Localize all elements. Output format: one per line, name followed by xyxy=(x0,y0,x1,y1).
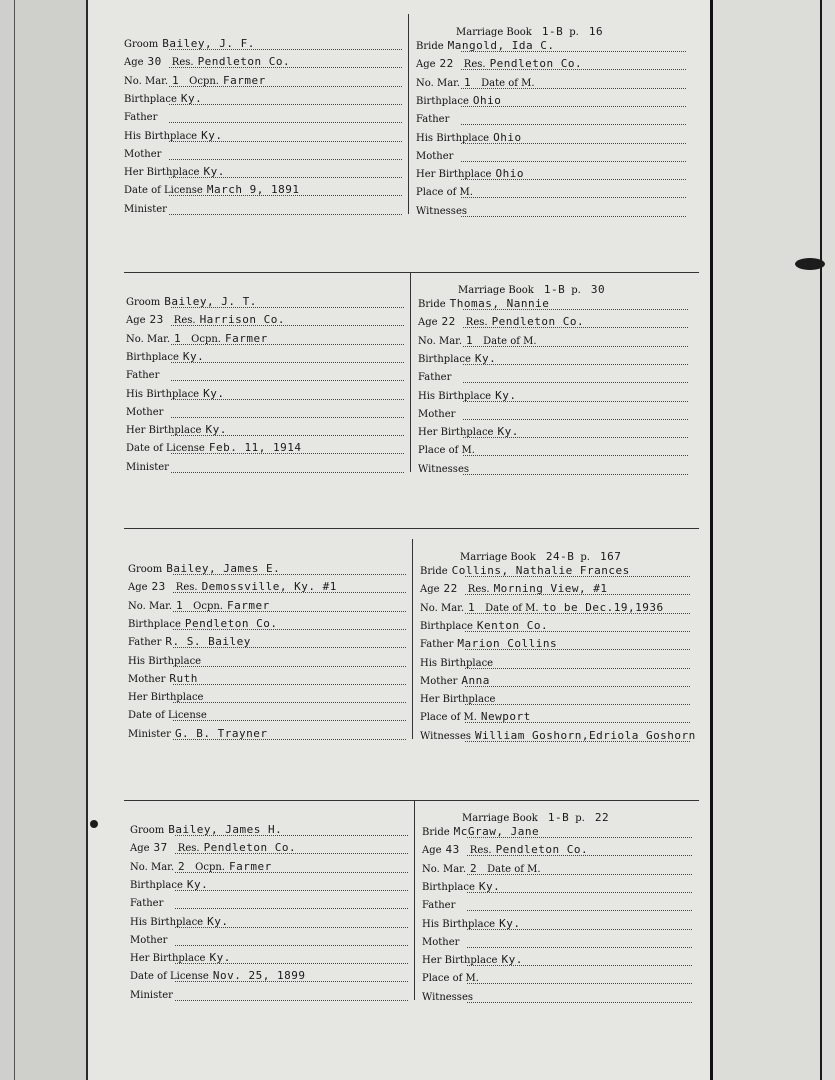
record-field xyxy=(124,148,165,161)
column-divider xyxy=(412,539,413,739)
fill-line xyxy=(463,419,688,420)
record-separator xyxy=(124,528,699,529)
field-label: Age xyxy=(420,584,440,596)
field-label: Place of M. xyxy=(416,187,473,199)
field-label: His Birthplace xyxy=(422,918,496,930)
field-label: Age xyxy=(126,315,146,327)
fill-line xyxy=(169,122,402,123)
fill-line xyxy=(173,720,406,721)
fill-line xyxy=(463,364,688,365)
field-label: No. Mar. xyxy=(130,861,175,873)
field-label: p. xyxy=(580,552,590,563)
field-label: Father xyxy=(416,114,450,126)
fill-line xyxy=(169,67,402,68)
fill-line xyxy=(175,1000,408,1001)
column-divider xyxy=(414,800,415,1000)
fill-line xyxy=(461,161,686,162)
field-label: Ocpn. xyxy=(189,75,219,87)
field-label: Mother xyxy=(420,675,458,687)
fill-line xyxy=(465,613,690,614)
record-field xyxy=(126,461,173,474)
fill-line xyxy=(463,474,688,475)
fill-line xyxy=(169,104,402,105)
fill-line xyxy=(171,417,404,418)
fill-line xyxy=(175,890,408,891)
field-value: 30 xyxy=(147,55,162,69)
fill-line xyxy=(463,327,688,328)
field-value: Farmer xyxy=(224,331,268,345)
field-label: Birthplace xyxy=(124,93,177,105)
field-value: Pendleton Co. xyxy=(203,841,297,855)
fill-line xyxy=(467,947,692,948)
field-label: Age xyxy=(130,843,150,855)
field-value: Nov. 25, 1899 xyxy=(212,969,306,983)
field-value: Ky. xyxy=(474,351,497,365)
fill-line xyxy=(465,722,690,723)
field-label: No. Mar. xyxy=(422,863,467,875)
field-value: Feb. 11, 1914 xyxy=(208,441,302,455)
field-label: Birthplace xyxy=(422,881,475,893)
fill-line xyxy=(173,629,406,630)
field-label: Groom xyxy=(128,564,163,575)
field-value: Bailey, James H. xyxy=(168,823,283,836)
field-label: No. Mar. xyxy=(126,333,171,345)
field-label: Groom xyxy=(124,39,159,50)
field-label: Father xyxy=(422,900,456,912)
field-label: No. Mar. xyxy=(420,602,465,614)
field-label: Place of M. xyxy=(422,973,479,985)
film-edge-line-right xyxy=(820,0,822,1080)
fill-line xyxy=(173,574,406,575)
fill-line xyxy=(461,197,686,198)
record-field xyxy=(422,936,463,949)
scan-blemish xyxy=(795,258,825,270)
field-label: Date of License xyxy=(130,971,209,983)
field-label: His Birthplace xyxy=(126,388,200,400)
fill-line xyxy=(173,647,406,648)
field-label: His Birthplace xyxy=(130,916,204,928)
field-label: Father xyxy=(124,112,158,124)
field-value: Ky. xyxy=(499,916,521,930)
field-value: 1 xyxy=(172,73,180,87)
field-value: Demossville, Ky. #1 xyxy=(201,580,337,594)
field-label: Birthplace xyxy=(418,353,471,365)
fill-line xyxy=(463,346,688,347)
record-field xyxy=(126,369,163,382)
field-label: Res. xyxy=(469,845,492,857)
record-field xyxy=(422,899,459,912)
field-value: Ky. xyxy=(203,386,225,400)
fill-line xyxy=(175,981,408,982)
field-value: Ky. xyxy=(495,388,517,402)
field-value: Ky. xyxy=(478,879,501,893)
field-value: 37 xyxy=(153,841,168,855)
column-divider xyxy=(410,272,411,472)
field-label: Date of License xyxy=(124,185,203,197)
field-value: 1 xyxy=(468,600,476,614)
field-value: Farmer xyxy=(226,598,270,612)
field-value: Thomas, Nannie xyxy=(449,297,550,310)
fill-line xyxy=(467,874,692,875)
field-label: Minister xyxy=(124,203,167,215)
field-label: Mother xyxy=(130,934,168,946)
field-value: Pendleton Co. xyxy=(184,616,278,630)
fill-line xyxy=(175,927,408,928)
field-label: Marriage Book xyxy=(458,285,534,296)
fill-line xyxy=(465,704,690,705)
field-label: Bride xyxy=(422,827,450,838)
fill-line xyxy=(171,307,404,308)
fill-line xyxy=(175,835,408,836)
field-label: Bride xyxy=(416,41,444,52)
field-value: 22 xyxy=(443,582,458,596)
fill-line xyxy=(467,855,692,856)
field-value: Mangold, Ida C. xyxy=(447,39,555,52)
field-value: Ruth xyxy=(169,671,198,685)
fill-line xyxy=(175,872,408,873)
fill-line xyxy=(465,631,690,632)
field-label: Place of M. xyxy=(420,712,477,724)
fill-line xyxy=(465,741,690,742)
field-value: Ky. xyxy=(497,425,519,439)
field-label: Her Birthplace xyxy=(422,955,498,967)
field-label: Mother xyxy=(124,148,162,160)
fill-line xyxy=(169,86,402,87)
field-label: Father xyxy=(418,372,452,384)
field-value: Ohio xyxy=(472,93,502,107)
field-value: Farmer xyxy=(222,73,266,87)
fill-line xyxy=(463,309,688,310)
field-label: Age xyxy=(128,582,148,594)
fill-line xyxy=(467,965,692,966)
field-label: p. xyxy=(569,27,579,38)
fill-line xyxy=(169,177,402,178)
field-label: Her Birthplace xyxy=(416,169,492,181)
fill-line xyxy=(465,594,690,595)
record-field xyxy=(418,371,455,384)
fill-line xyxy=(463,382,688,383)
record-field xyxy=(418,408,459,421)
fill-line xyxy=(463,437,688,438)
field-value: Ky. xyxy=(207,914,229,928)
fill-line xyxy=(169,195,402,196)
field-value: Ky. xyxy=(180,91,203,105)
field-label: Groom xyxy=(130,825,165,836)
field-label: Marriage Book xyxy=(460,552,536,563)
field-label: Minister xyxy=(128,728,171,740)
field-label: Place of M. xyxy=(418,445,475,457)
field-value: Pendleton Co. xyxy=(495,843,589,857)
field-label: Date of M. xyxy=(483,335,537,347)
field-label: Her Birthplace xyxy=(418,427,494,439)
fill-line xyxy=(171,325,404,326)
fill-line xyxy=(171,435,404,436)
fill-line xyxy=(465,576,690,577)
fill-line xyxy=(169,141,402,142)
field-label: Marriage Book xyxy=(462,813,538,824)
page-number: 16 xyxy=(588,25,604,38)
fill-line xyxy=(461,88,686,89)
fill-line xyxy=(171,380,404,381)
record-field xyxy=(416,113,453,126)
field-value: Ky. xyxy=(209,951,231,965)
marriage-book-ref xyxy=(460,551,627,564)
field-label: His Birthplace xyxy=(420,657,494,669)
fill-line xyxy=(173,666,406,667)
field-value: 1 xyxy=(466,333,474,347)
field-label: Her Birthplace xyxy=(124,167,200,179)
field-value: 43 xyxy=(445,843,460,857)
field-label: Age xyxy=(418,317,438,329)
field-label: Bride xyxy=(418,299,446,310)
field-value: to be Dec.19,1936 xyxy=(542,600,664,614)
fill-line xyxy=(465,649,690,650)
field-label: Her Birthplace xyxy=(420,694,496,706)
fill-line xyxy=(171,362,404,363)
fill-line xyxy=(467,837,692,838)
field-value: Bailey, James E. xyxy=(166,562,281,575)
field-value: Morning View, #1 xyxy=(493,582,608,596)
fill-line xyxy=(173,684,406,685)
record-field xyxy=(130,989,177,1002)
field-label: p. xyxy=(575,813,585,824)
fill-line xyxy=(461,106,686,107)
fill-line xyxy=(171,344,404,345)
fill-line xyxy=(463,455,688,456)
field-label: Father xyxy=(128,637,162,649)
field-label: Marriage Book xyxy=(456,27,532,38)
field-value: Marion Collins xyxy=(457,637,558,651)
field-label: Witnesses xyxy=(422,991,473,1003)
fill-line xyxy=(173,592,406,593)
field-value: Pendleton Co. xyxy=(197,55,291,69)
fill-line xyxy=(465,686,690,687)
field-value: 2 xyxy=(178,859,186,873)
field-value: Ohio xyxy=(493,130,522,144)
record-field xyxy=(126,406,167,419)
fill-line xyxy=(467,983,692,984)
field-value: Ky. xyxy=(203,165,225,179)
field-value: Kenton Co. xyxy=(476,618,549,632)
field-value: G. B. Trayner xyxy=(174,726,268,740)
fill-line xyxy=(461,69,686,70)
field-value: Ky. xyxy=(201,128,223,142)
field-label: His Birthplace xyxy=(418,390,492,402)
field-value: Bailey, J. T. xyxy=(164,295,257,308)
field-value: 1 xyxy=(464,75,472,89)
field-value: Farmer xyxy=(228,859,272,873)
field-value: 1 xyxy=(176,598,184,612)
field-label: Ocpn. xyxy=(193,600,223,612)
fill-line xyxy=(467,1002,692,1003)
book-number: 24-B xyxy=(545,550,575,563)
record-field xyxy=(130,934,171,947)
field-value: 22 xyxy=(439,57,454,71)
field-label: Age xyxy=(416,59,436,71)
field-label: Father xyxy=(130,898,164,910)
field-label: His Birthplace xyxy=(128,655,202,667)
field-label: No. Mar. xyxy=(416,77,461,89)
field-label: Date of License xyxy=(128,710,207,722)
field-label: Mother xyxy=(126,406,164,418)
field-label: Res. xyxy=(463,59,486,71)
page-number: 30 xyxy=(590,283,606,296)
field-label: p. xyxy=(571,285,581,296)
field-label: Mother xyxy=(128,673,166,685)
book-number: 1-B xyxy=(547,811,570,824)
field-value: Pendleton Co. xyxy=(491,315,585,329)
field-label: Birthplace xyxy=(420,620,473,632)
fill-line xyxy=(169,49,402,50)
fill-line xyxy=(467,929,692,930)
book-number: 1-B xyxy=(543,283,566,296)
field-label: Age xyxy=(422,845,442,857)
scan-blemish xyxy=(90,820,98,828)
fill-line xyxy=(465,668,690,669)
page-number: 22 xyxy=(594,811,610,824)
record-field xyxy=(124,111,161,124)
field-label: Groom xyxy=(126,297,161,308)
field-value: March 9, 1891 xyxy=(206,183,300,197)
fill-line xyxy=(169,159,402,160)
field-label: His Birthplace xyxy=(416,132,490,144)
field-value: 22 xyxy=(441,315,456,329)
field-label: Ocpn. xyxy=(195,861,225,873)
field-label: Mother xyxy=(418,408,456,420)
field-label: Witnesses xyxy=(420,730,471,742)
field-value: 1 xyxy=(174,331,182,345)
field-label: Res. xyxy=(177,843,200,855)
scan-left-margin xyxy=(0,0,86,1080)
field-value: 2 xyxy=(470,861,478,875)
field-label: Res. xyxy=(173,315,196,327)
field-value: Newport xyxy=(480,710,531,724)
field-label: Date of M. xyxy=(485,602,539,614)
field-value: William Goshorn,Edriola Goshorn xyxy=(475,728,696,742)
marriage-book-ref xyxy=(458,284,611,297)
field-label: Age xyxy=(124,57,144,69)
column-divider xyxy=(408,14,409,214)
field-label: Res. xyxy=(465,317,488,329)
field-label: Birthplace xyxy=(126,351,179,363)
field-label: Bride xyxy=(420,566,448,577)
field-label: His Birthplace xyxy=(124,130,198,142)
book-number: 1-B xyxy=(541,25,564,38)
field-label: Father xyxy=(420,639,454,651)
field-value: 23 xyxy=(151,580,166,594)
field-label: Mother xyxy=(422,936,460,948)
field-label: Her Birthplace xyxy=(126,425,202,437)
field-label: Date of License xyxy=(126,443,205,455)
field-label: Res. xyxy=(175,582,198,594)
marriage-book-ref xyxy=(462,812,615,825)
field-label: Minister xyxy=(130,989,173,1001)
field-label: Res. xyxy=(467,584,490,596)
field-label: Birthplace xyxy=(128,618,181,630)
fill-line xyxy=(461,143,686,144)
field-label: Witnesses xyxy=(416,205,467,217)
field-value: McGraw, Jane xyxy=(453,825,540,838)
field-label: Date of M. xyxy=(487,863,541,875)
marriage-book-ref xyxy=(456,26,609,39)
fill-line xyxy=(175,963,408,964)
fill-line xyxy=(463,401,688,402)
field-label: Her Birthplace xyxy=(130,953,206,965)
page-number: 167 xyxy=(599,550,622,563)
field-label: Father xyxy=(126,370,160,382)
field-value: Ky. xyxy=(182,349,205,363)
field-label: Date of M. xyxy=(481,77,535,89)
fill-line xyxy=(461,124,686,125)
scan-right-margin xyxy=(710,0,835,1080)
record-field xyxy=(416,150,457,163)
field-label: No. Mar. xyxy=(128,600,173,612)
fill-line xyxy=(467,910,692,911)
field-value: Pendleton Co. xyxy=(489,57,583,71)
field-value: Anna xyxy=(461,673,490,687)
field-value: Bailey, J. F. xyxy=(162,37,255,50)
field-value: R. S. Bailey xyxy=(165,635,251,649)
field-value: Ky. xyxy=(186,877,209,891)
field-value: Ky. xyxy=(501,953,523,967)
fill-line xyxy=(461,179,686,180)
field-value: Ky. xyxy=(205,423,227,437)
fill-line xyxy=(175,908,408,909)
fill-line xyxy=(173,739,406,740)
fill-line xyxy=(461,216,686,217)
field-label: No. Mar. xyxy=(124,75,169,87)
fill-line xyxy=(175,853,408,854)
field-label: No. Mar. xyxy=(418,335,463,347)
record-separator xyxy=(124,272,699,273)
fill-line xyxy=(171,453,404,454)
fill-line xyxy=(461,51,686,52)
fill-line xyxy=(173,702,406,703)
field-label: Witnesses xyxy=(418,463,469,475)
record-field xyxy=(124,203,171,216)
fill-line xyxy=(171,472,404,473)
field-label: Mother xyxy=(416,150,454,162)
fill-line xyxy=(467,892,692,893)
field-value: 23 xyxy=(149,313,164,327)
fill-line xyxy=(171,399,404,400)
fill-line xyxy=(175,945,408,946)
field-label: Her Birthplace xyxy=(128,692,204,704)
field-label: Res. xyxy=(171,57,194,69)
field-label: Birthplace xyxy=(130,879,183,891)
film-edge-line xyxy=(14,0,15,1080)
field-label: Minister xyxy=(126,461,169,473)
field-value: Ohio xyxy=(495,167,524,181)
field-label: Ocpn. xyxy=(191,333,221,345)
fill-line xyxy=(169,214,402,215)
field-value: Harrison Co. xyxy=(199,313,286,327)
field-label: Birthplace xyxy=(416,95,469,107)
fill-line xyxy=(173,611,406,612)
field-value: Collins, Nathalie Frances xyxy=(451,564,630,577)
record-separator xyxy=(124,800,699,801)
record-field xyxy=(130,897,167,910)
